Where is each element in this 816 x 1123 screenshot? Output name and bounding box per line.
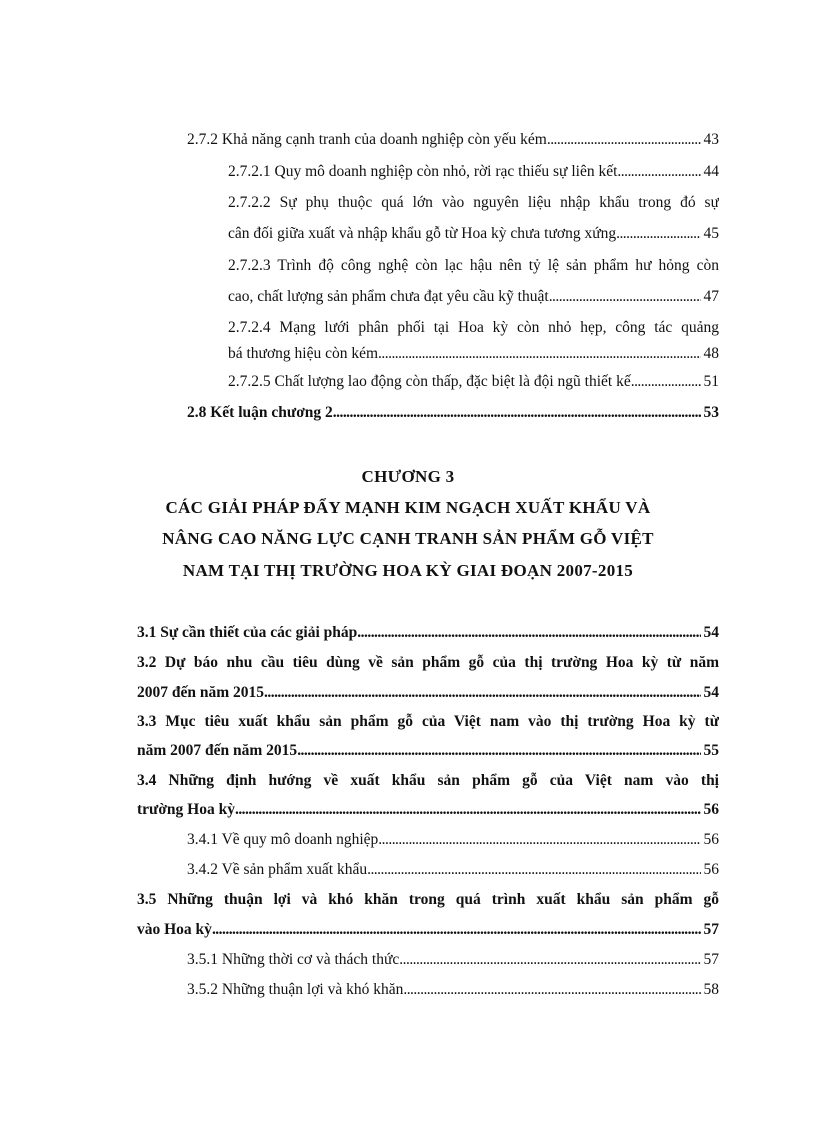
toc-page-number: 57 bbox=[703, 951, 719, 968]
toc-page-number: 54 bbox=[703, 624, 719, 641]
toc-entry-2-8[interactable] bbox=[187, 402, 719, 424]
chapter-title-line3: NAM TẠI THỊ TRƯỜNG HOA KỲ GIAI ĐOẠN 2007-2015 bbox=[182, 561, 634, 580]
toc-entry-title: 2.7.2.5 Chất lượng lao động còn thấp, đặc biệt là đội ngũ thiết kế bbox=[228, 373, 631, 390]
toc-entry-title: 3.4.1 Về quy mô doanh nghiệp bbox=[187, 831, 379, 848]
toc-entry-3-5-1[interactable] bbox=[187, 949, 719, 971]
toc-leader bbox=[212, 919, 701, 941]
toc-leader bbox=[616, 223, 700, 245]
toc-leader bbox=[333, 402, 701, 424]
toc-page-number: 48 bbox=[703, 345, 719, 362]
toc-page-number: 56 bbox=[703, 831, 719, 848]
toc-entry-3-2-line1[interactable]: 3.2 Dự báo nhu cầu tiêu dùng về sản phẩm gỗ của thị trường Hoa kỳ từ năm bbox=[137, 654, 719, 671]
toc-entry-title: 2.7.2.1 Quy mô doanh nghiệp còn nhỏ, rời rạc thiếu sự liên kết bbox=[228, 163, 618, 180]
toc-entry-3-5-line2[interactable] bbox=[137, 919, 719, 941]
toc-page-number: 51 bbox=[703, 373, 719, 390]
toc-entry-2-7-2-2-line2[interactable] bbox=[228, 223, 719, 245]
toc-entry-3-3-line1[interactable]: 3.3 Mục tiêu xuất khẩu sản phẩm gỗ của Việt nam vào thị trường Hoa kỳ từ bbox=[137, 713, 719, 730]
toc-page-number: 54 bbox=[703, 684, 719, 701]
toc-page-number: 58 bbox=[703, 981, 719, 998]
toc-entry-3-5-2[interactable] bbox=[187, 979, 719, 1001]
toc-leader bbox=[378, 829, 700, 851]
toc-entry-2-7-2-2-line1[interactable]: 2.7.2.2 Sự phụ thuộc quá lớn vào nguyên liệu nhập khẩu trong đó sự bbox=[228, 194, 719, 211]
toc-entry-3-3-line2[interactable] bbox=[137, 740, 719, 762]
toc-entry-3-2-line2[interactable] bbox=[137, 682, 719, 704]
chapter-title-line1: CÁC GIẢI PHÁP ĐẨY MẠNH KIM NGẠCH XUẤT KHẨU VÀ bbox=[165, 498, 651, 517]
toc-leader bbox=[403, 979, 700, 1001]
toc-entry-title: cân đối giữa xuất và nhập khẩu gỗ từ Hoa kỳ chưa tương xứng bbox=[228, 225, 617, 242]
toc-entry-2-7-2-4-line1[interactable]: 2.7.2.4 Mạng lưới phân phối tại Hoa kỳ còn nhỏ hẹp, công tác quảng bbox=[228, 319, 719, 336]
toc-entry-title: trường Hoa kỳ bbox=[137, 801, 235, 818]
toc-leader bbox=[617, 161, 700, 183]
toc-entry-3-4-line2[interactable] bbox=[137, 799, 719, 821]
toc-leader bbox=[357, 622, 700, 644]
toc-leader bbox=[547, 129, 701, 151]
toc-entry-2-7-2-4-line2[interactable] bbox=[228, 343, 719, 365]
toc-entry-title: 2.8 Kết luận chương 2 bbox=[187, 404, 333, 421]
toc-page-number: 57 bbox=[703, 921, 719, 938]
toc-page-number: 44 bbox=[703, 163, 719, 180]
toc-leader bbox=[367, 859, 700, 881]
toc-entry-title: 2007 đến năm 2015 bbox=[137, 684, 265, 701]
toc-page-number: 45 bbox=[703, 225, 719, 242]
toc-entry-title: cao, chất lượng sản phẩm chưa đạt yêu cầu kỹ thuật bbox=[228, 288, 549, 305]
toc-entry-title: 3.1 Sự cần thiết của các giải pháp bbox=[137, 624, 358, 641]
toc-entry-2-7-2-3-line2[interactable] bbox=[228, 286, 719, 308]
toc-leader bbox=[297, 740, 700, 762]
toc-entry-title: năm 2007 đến năm 2015 bbox=[137, 742, 298, 759]
toc-entry-title: 2.7.2 Khả năng cạnh tranh của doanh nghiệp còn yếu kém bbox=[187, 131, 547, 148]
chapter-label: CHƯƠNG 3 bbox=[361, 467, 455, 486]
toc-entry-title: bá thương hiệu còn kém bbox=[228, 345, 379, 362]
toc-page-number: 55 bbox=[703, 742, 719, 759]
toc-entry-3-5-line1[interactable]: 3.5 Những thuận lợi và khó khăn trong quá trình xuất khẩu sản phẩm gỗ bbox=[137, 891, 719, 908]
toc-entry-2-7-2[interactable] bbox=[187, 129, 719, 151]
toc-leader bbox=[264, 682, 700, 704]
toc-entry-3-4-2[interactable] bbox=[187, 859, 719, 881]
toc-page-number: 56 bbox=[703, 861, 719, 878]
toc-entry-2-7-2-5[interactable] bbox=[228, 371, 719, 393]
toc-leader bbox=[549, 286, 701, 308]
toc-entry-2-7-2-1[interactable] bbox=[228, 161, 719, 183]
toc-leader bbox=[378, 343, 700, 365]
chapter-title-line2: NÂNG CAO NĂNG LỰC CẠNH TRANH SẢN PHẨM GỖ VIỆT bbox=[162, 529, 654, 548]
toc-leader bbox=[235, 799, 701, 821]
toc-page-number: 53 bbox=[703, 404, 719, 421]
toc-entry-title: 3.5.2 Những thuận lợi và khó khăn bbox=[187, 981, 404, 998]
toc-page-number: 56 bbox=[703, 801, 719, 818]
toc-entry-2-7-2-3-line1[interactable]: 2.7.2.3 Trình độ công nghệ còn lạc hậu nên tỷ lệ sản phẩm hư hỏng còn bbox=[228, 257, 719, 274]
toc-leader bbox=[399, 949, 700, 971]
toc-entry-title: vào Hoa kỳ bbox=[137, 921, 212, 938]
toc-entry-title: 3.5.1 Những thời cơ và thách thức bbox=[187, 951, 400, 968]
toc-page-number: 47 bbox=[703, 288, 719, 305]
toc-entry-title: 3.4.2 Về sản phẩm xuất khẩu bbox=[187, 861, 368, 878]
toc-entry-3-4-line1[interactable]: 3.4 Những định hướng về xuất khẩu sản phẩm gỗ của Việt nam vào thị bbox=[137, 772, 719, 789]
toc-entry-3-1[interactable] bbox=[137, 622, 719, 644]
toc-entry-3-4-1[interactable] bbox=[187, 829, 719, 851]
toc-page-number: 43 bbox=[703, 131, 719, 148]
toc-leader bbox=[631, 371, 701, 393]
